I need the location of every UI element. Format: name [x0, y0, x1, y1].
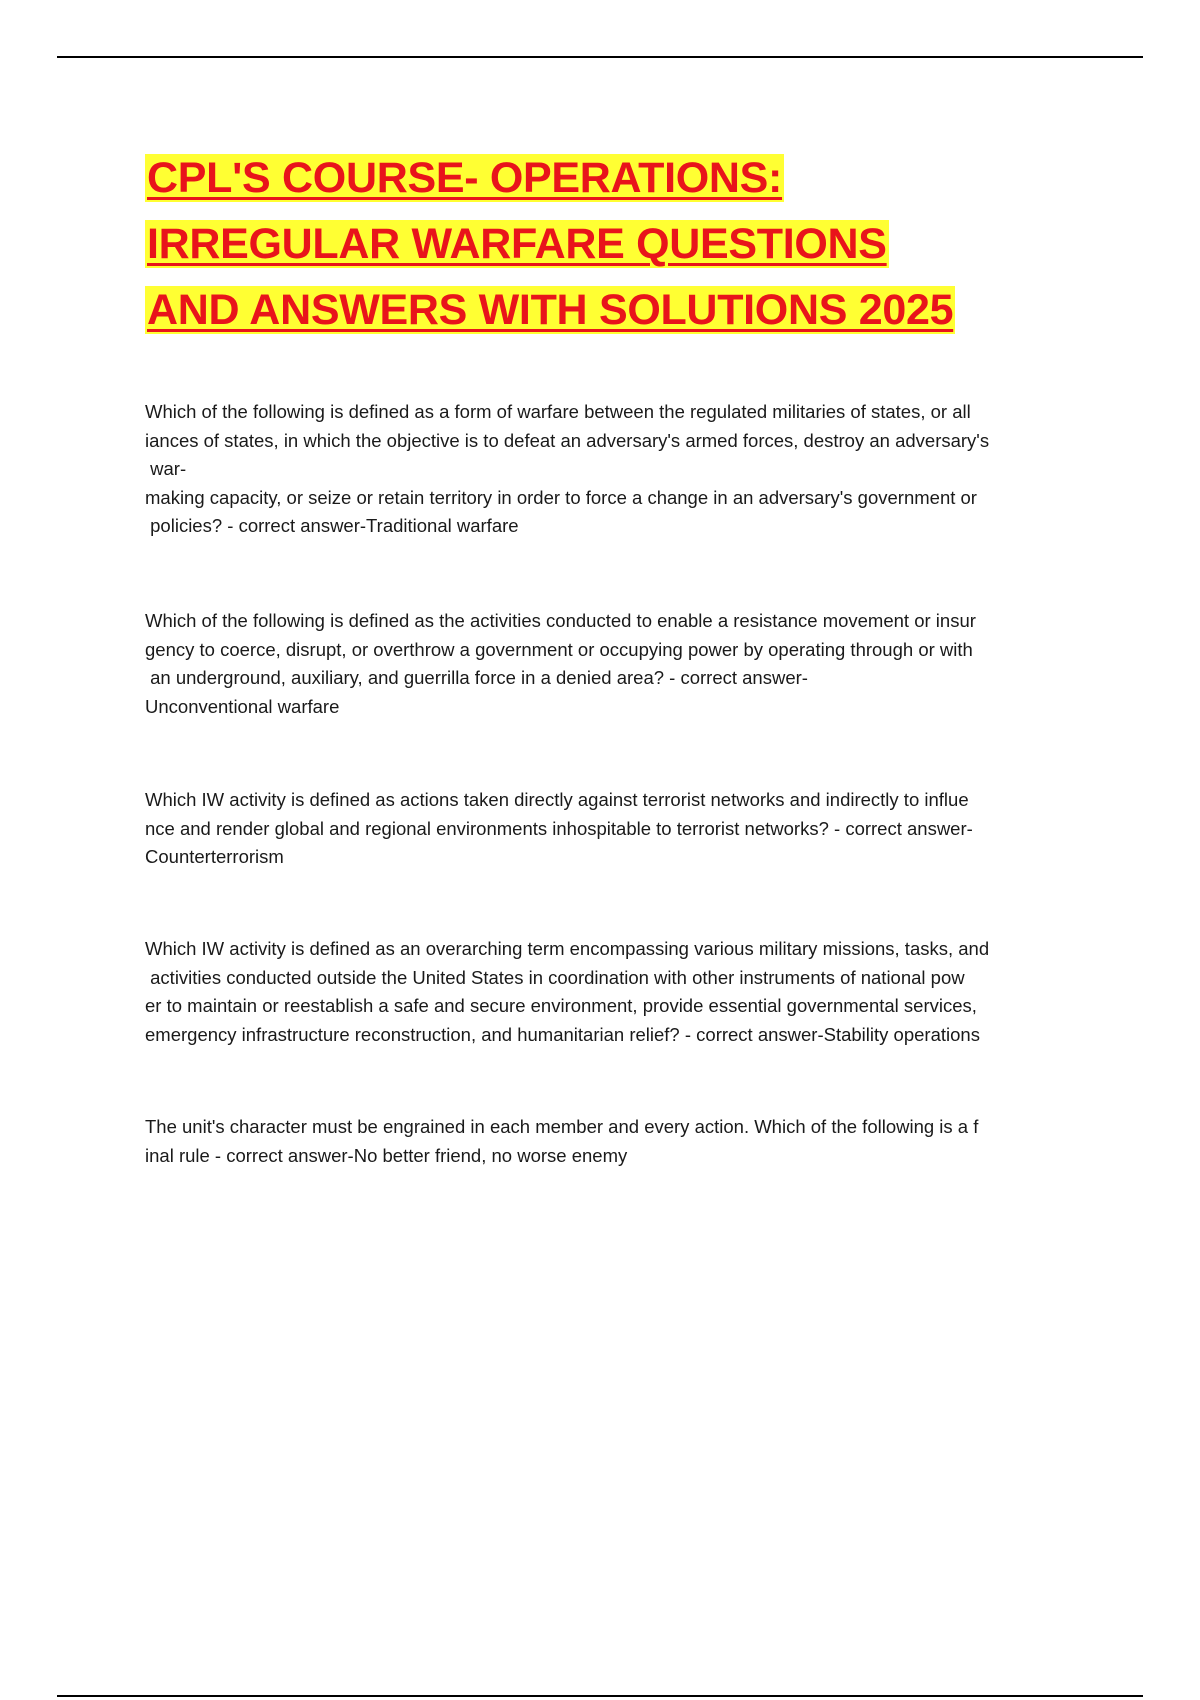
qa-line: nce and render global and regional environments inhospitable to terrorist networks? - correct answer-	[145, 817, 973, 839]
bottom-rule	[57, 1695, 1143, 1697]
qa-line: iances of states, in which the objective is to defeat an adversary's armed forces, destroy an adversary's	[145, 429, 990, 451]
qa-line: making capacity, or seize or retain territory in order to force a change in an adversary's government or	[145, 486, 977, 508]
qa-line: Which IW activity is defined as an overarching term encompassing various military missions, tasks, and	[145, 938, 990, 959]
title-line: AND ANSWERS WITH SOLUTIONS 2025	[147, 286, 954, 334]
qa-line: Which IW activity is defined as actions taken directly against terrorist networks and indirectly to influe	[145, 789, 969, 810]
qa-line: Which of the following is defined as a form of warfare between the regulated militaries of states, or all	[145, 401, 971, 422]
qa-block-1	[145, 398, 1095, 541]
qa-line: war-	[145, 458, 187, 479]
qa-line: an underground, auxiliary, and guerrilla force in a denied area? - correct answer-	[145, 667, 808, 688]
qa-block-3	[145, 786, 1095, 872]
qa-line: er to maintain or reestablish a safe and secure environment, provide essential governmental services,	[145, 995, 977, 1016]
qa-line: The unit's character must be engrained in each member and every action. Which of the following is a f	[145, 1116, 979, 1137]
top-rule	[57, 56, 1143, 58]
qa-block-2	[145, 607, 1095, 721]
qa-line: policies? - correct answer-Traditional warfare	[145, 515, 519, 536]
document-title	[145, 145, 1145, 343]
qa-block-5	[145, 1113, 1095, 1170]
qa-line: Counterterrorism	[145, 846, 284, 867]
qa-line: gency to coerce, disrupt, or overthrow a government or occupying power by operating through or with	[145, 638, 973, 660]
qa-line: inal rule - correct answer-No better friend, no worse enemy	[145, 1144, 628, 1166]
qa-line: emergency infrastructure reconstruction, and humanitarian relief? - correct answer-Stability operations	[145, 1023, 980, 1045]
qa-line: Which of the following is defined as the activities conducted to enable a resistance movement or insur	[145, 610, 976, 631]
title-line: CPL'S COURSE- OPERATIONS:	[147, 154, 783, 202]
qa-line: Unconventional warfare	[145, 695, 340, 717]
qa-line: activities conducted outside the United States in coordination with other instruments of national pow	[145, 966, 965, 988]
title-line: IRREGULAR WARFARE QUESTIONS	[147, 220, 887, 268]
qa-block-4	[145, 935, 1095, 1049]
